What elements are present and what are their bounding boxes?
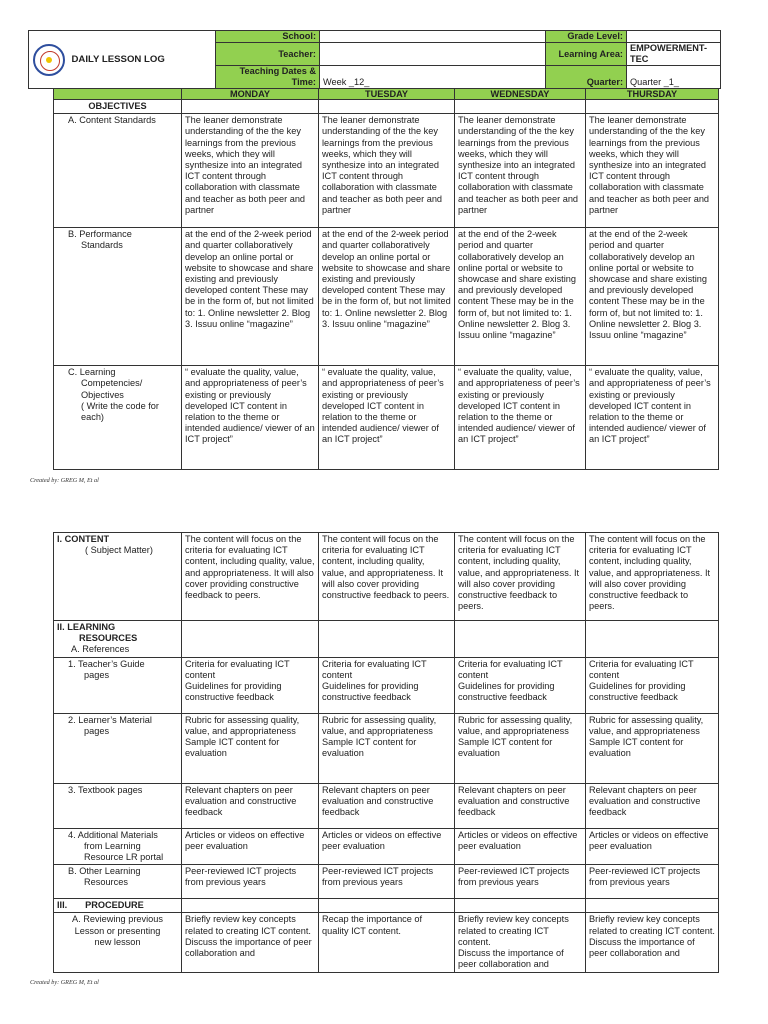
table-cell: Relevant chapters on peer evaluation and constructive feedback [182,783,319,828]
document-title: DAILY LESSON LOG [69,31,216,89]
content-standards-label: A. Content Standards [54,114,182,228]
table-cell: Briefly review key concepts related to creating ICT content. Discuss the importance of peer collaboration and [586,913,719,973]
table-cell [586,621,719,658]
day-header-tuesday: TUESDAY [319,89,455,100]
label-line: Resource LR portal [84,852,164,863]
table-cell: “ evaluate the quality, value, and appropriateness of peer’s existing or previously developed ICT content in relation to the theme or intended audience/ viewer of an ICT project” [455,366,586,470]
label-line: C. Learning [68,367,116,378]
label-line: new lesson [94,936,141,947]
table-cell: Briefly review key concepts related to creating ICT content. Discuss the importance of peer collaboration and [455,913,586,973]
table-cell: The content will focus on the criteria for evaluating ICT content, including quality, value, and appropriateness. It will also cover providing constructive feedback to peers. [586,533,719,621]
quarter-label: Quarter: [546,66,627,89]
table-cell [455,621,586,658]
teacher-label: Teacher: [216,43,320,66]
other-resources-label [54,865,182,899]
table-cell: Peer-reviewed ICT projects from previous years [586,865,719,899]
reviewing-lesson-label [54,913,182,973]
references-label: A. References [71,644,130,655]
label-line: each) [81,412,104,423]
label-line: B. Performance [68,229,132,240]
objectives-heading: OBJECTIVES [54,100,182,114]
table-cell: Articles or videos on effective peer evaluation [586,828,719,865]
textbook-pages-label: 3. Textbook pages [54,783,182,828]
procedure-heading: III. PROCEDURE [54,899,182,913]
table-cell [182,100,319,114]
table-cell [182,621,319,658]
table-cell: Peer-reviewed ICT projects from previous years [455,865,586,899]
table-cell [455,899,586,913]
label-line: II. LEARNING [57,622,116,632]
table-cell: The leaner demonstrate understanding of the the key learnings from the previous weeks, which they will synthesize into an integrated ICT content through collaboration with classmate and teacher as both peer and partner [455,114,586,228]
corner-cell [54,89,182,100]
table-cell: The content will focus on the criteria for evaluating ICT content, including quality, value, and appropriateness. It will also cover providing constructive feedback to peers. [182,533,319,621]
table-cell: Rubric for assessing quality, value, and appropriateness Sample ICT content for evaluation [586,713,719,783]
table-cell: Criteria for evaluating ICT content Guidelines for providing constructive feedback [319,657,455,713]
label-line: Competencies/ [81,378,143,389]
performance-standards-label [54,228,182,366]
objectives-table [53,88,719,470]
table-cell: Relevant chapters on peer evaluation and constructive feedback [455,783,586,828]
table-cell: Criteria for evaluating ICT content Guidelines for providing constructive feedback [455,657,586,713]
label-line: RESOURCES [79,633,138,644]
table-cell: Articles or videos on effective peer evaluation [182,828,319,865]
label-line: Standards [81,240,123,251]
table-cell: Relevant chapters on peer evaluation and constructive feedback [319,783,455,828]
content-label [54,533,182,621]
table-cell: “ evaluate the quality, value, and appropriateness of peer’s existing or previously developed ICT content in relation to the theme or intended audience/ viewer of an ICT project” [319,366,455,470]
table-cell: “ evaluate the quality, value, and appropriateness of peer’s existing or previously developed ICT content in relation to the theme or intended audience/ viewer of an ICT project” [182,366,319,470]
lesson-log-header [28,30,721,89]
table-cell [319,899,455,913]
day-header-monday: MONDAY [182,89,319,100]
label-line: from Learning [84,840,141,851]
table-cell: Articles or videos on effective peer evaluation [455,828,586,865]
grade-level-label: Grade Level: [546,31,627,43]
table-cell [319,621,455,658]
content-heading: I. CONTENT [57,534,110,544]
learning-competencies-label [54,366,182,470]
table-cell: Peer-reviewed ICT projects from previous years [319,865,455,899]
table-cell: Peer-reviewed ICT projects from previous years [182,865,319,899]
table-cell: “ evaluate the quality, value, and appropriateness of peer’s existing or previously developed ICT content in relation to the theme or intended audience/ viewer of an ICT project” [586,366,719,470]
deped-seal-logo [33,44,65,76]
table-cell: at the end of the 2-week period and quarter collaboratively develop an online portal or website to showcase and share existing and previously developed content These may be in the form of, but not limited to: 1. Online newsletter 2. Blog 3. Issuu online “magazine” [319,228,455,366]
label-line: B. Other Learning [68,866,141,877]
table-cell: Criteria for evaluating ICT content Guidelines for providing constructive feedback [586,657,719,713]
teaching-dates-label-line1: Teaching Dates & [239,66,316,76]
table-cell: Criteria for evaluating ICT content Guidelines for providing constructive feedback [182,657,319,713]
label-line: pages [84,725,110,736]
label-line: ( Write the code for [81,400,159,411]
table-cell [182,899,319,913]
table-cell [586,100,719,114]
created-by-footer: Created by: GREG M, Et al [30,979,99,986]
label-line: Lesson or presenting [74,925,161,936]
deped-seal-cell [29,31,69,89]
label-line: 2. Learner’s Material [68,714,152,725]
table-cell: The leaner demonstrate understanding of the the key learnings from the previous weeks, which they will synthesize into an integrated ICT content through collaboration with classmate and teacher as both peer and partner [182,114,319,228]
label-line: Resources [84,877,128,888]
teaching-dates-label [216,66,320,89]
grade-level-value [627,31,721,43]
learning-resources-label [54,621,182,658]
label-line: 1. Teacher’s Guide [68,658,145,669]
table-cell: Rubric for assessing quality, value, and appropriateness Sample ICT content for evaluation [319,713,455,783]
quarter-value: Quarter _1_ [627,66,721,89]
table-cell: The content will focus on the criteria for evaluating ICT content, including quality, value, and appropriateness. It will also cover providing constructive feedback to peers. [455,533,586,621]
label-line: Objectives [81,389,124,400]
table-cell [586,899,719,913]
content-subheading: ( Subject Matter) [85,545,153,556]
table-cell [455,100,586,114]
learning-area-label: Learning Area: [546,43,627,66]
day-header-wednesday: WEDNESDAY [455,89,586,100]
created-by-footer: Created by: GREG M, Et al [30,477,99,484]
teaching-dates-label-line2: Time: [291,77,316,87]
content-table [53,532,719,973]
learning-area-value: EMPOWERMENT-TEC [627,43,721,66]
teachers-guide-label [54,657,182,713]
label-line: 4. Additional Materials [68,829,158,840]
table-cell: at the end of the 2-week period and quarter collaboratively develop an online portal or website to showcase and share existing and previously developed content These may be in the form of, but not limited to: 1. Online newsletter 2. Blog 3. Issuu online “magazine” [586,228,719,366]
label-line: A. Reviewing previous [72,914,163,925]
table-cell: at the end of the 2-week period and quarter collaboratively develop an online portal or website to showcase and share existing and previously developed content These may be in the form of, but not limited to: 1. Online newsletter 2. Blog 3. Issuu online “magazine” [455,228,586,366]
day-header-thursday: THURSDAY [586,89,719,100]
teaching-dates-value: Week _12_ [320,66,546,89]
school-value [320,31,546,43]
teacher-value [320,43,546,66]
label-line: pages [84,669,110,680]
table-cell: Briefly review key concepts related to creating ICT content. Discuss the importance of peer collaboration and [182,913,319,973]
additional-materials-label [54,828,182,865]
table-cell: Articles or videos on effective peer evaluation [319,828,455,865]
school-label: School: [216,31,320,43]
table-cell: The content will focus on the criteria for evaluating ICT content, including quality, value, and appropriateness. It will also cover providing constructive feedback to peers. [319,533,455,621]
table-cell: at the end of the 2-week period and quarter collaboratively develop an online portal or website to showcase and share existing and previously developed content These may be in the form of, but not limited to: 1. Online newsletter 2. Blog 3. Issuu online “magazine” [182,228,319,366]
learners-material-label [54,713,182,783]
table-cell: Recap the importance of quality ICT content. [319,913,455,973]
table-cell: Rubric for assessing quality, value, and appropriateness Sample ICT content for evaluation [455,713,586,783]
table-cell [319,100,455,114]
table-cell: Relevant chapters on peer evaluation and constructive feedback [586,783,719,828]
table-cell: The leaner demonstrate understanding of the the key learnings from the previous weeks, which they will synthesize into an integrated ICT content through collaboration with classmate and teacher as both peer and partner [586,114,719,228]
table-cell: The leaner demonstrate understanding of the the key learnings from the previous weeks, which they will synthesize into an integrated ICT content through collaboration with classmate and teacher as both peer and partner [319,114,455,228]
table-cell: Rubric for assessing quality, value, and appropriateness Sample ICT content for evaluation [182,713,319,783]
